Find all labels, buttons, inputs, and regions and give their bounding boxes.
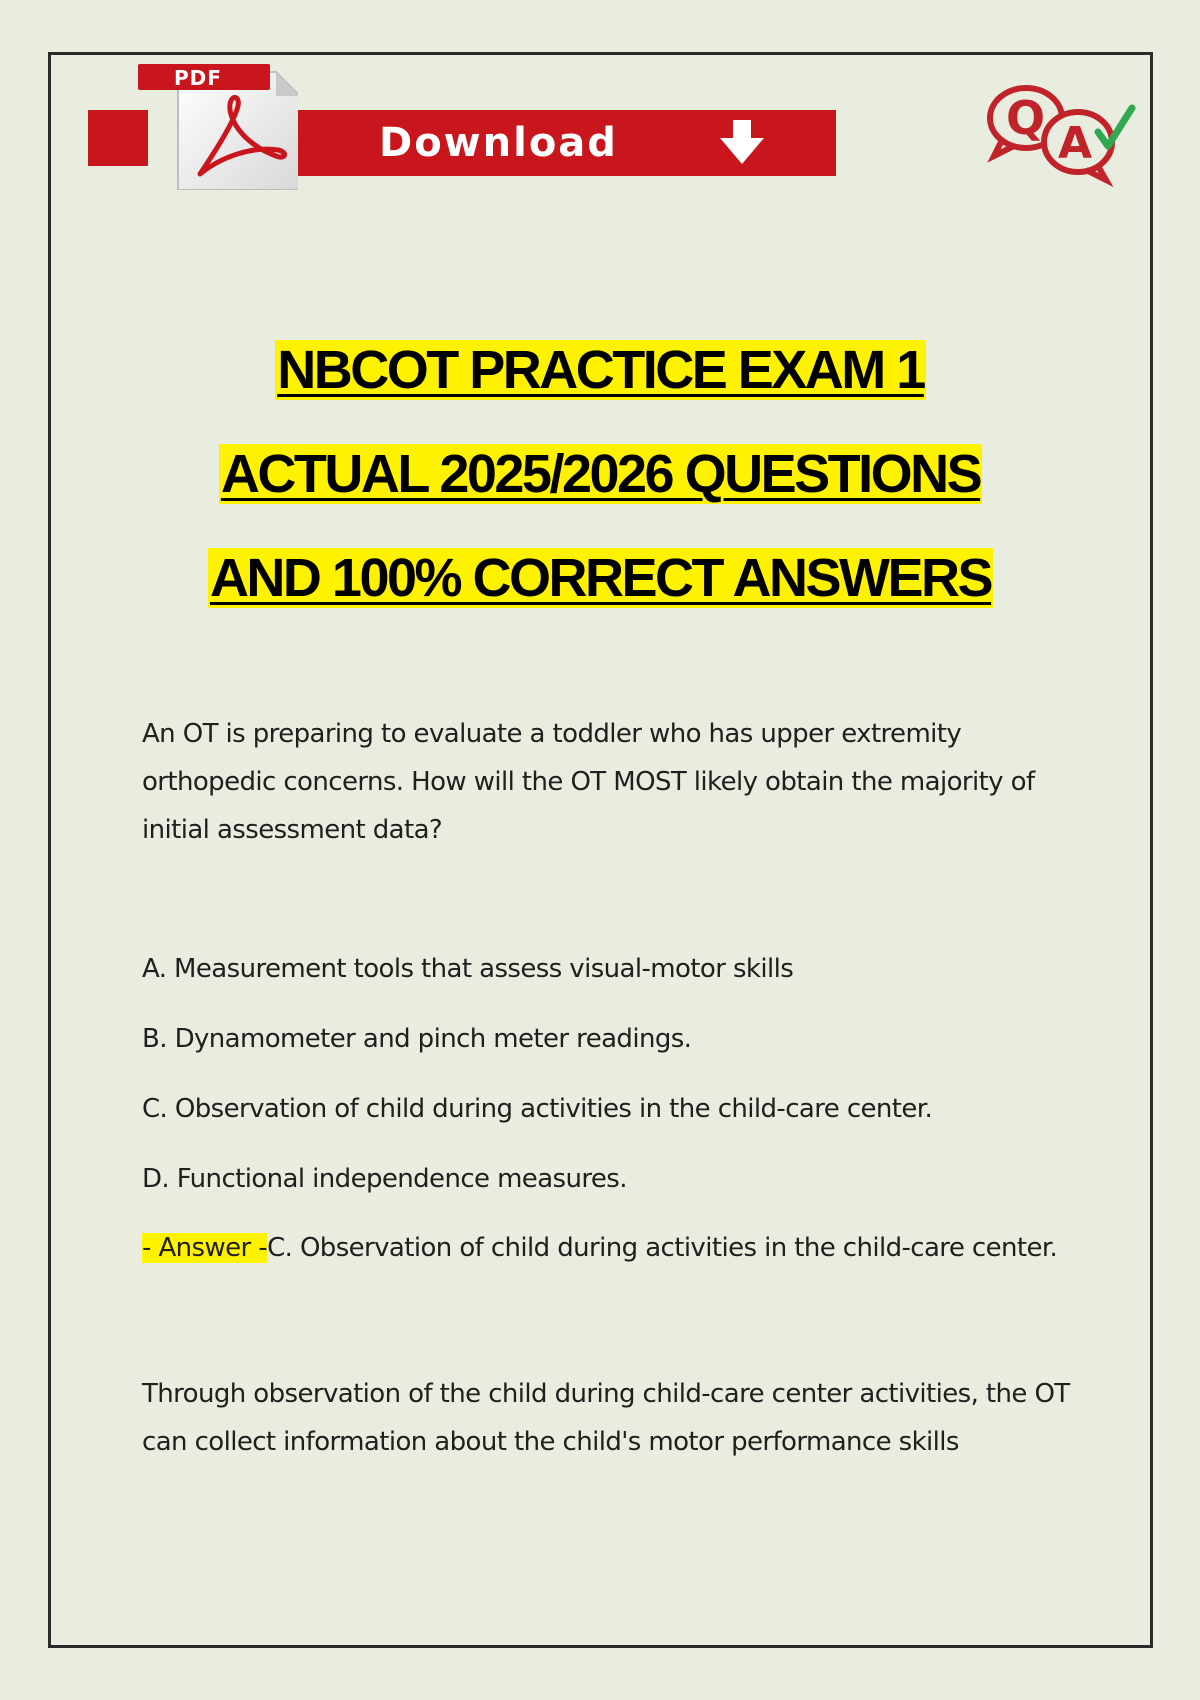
- download-arrow-icon: [714, 118, 770, 168]
- answer-line: [142, 1224, 1082, 1272]
- option-b: B. Dynamometer and pinch meter readings.: [142, 1024, 692, 1054]
- pdf-download-banner[interactable]: [88, 64, 836, 192]
- option-d: D. Functional independence measures.: [142, 1164, 627, 1194]
- qa-logo-icon: [980, 80, 1140, 190]
- title-line-1: NBCOT PRACTICE EXAM 1: [277, 340, 924, 400]
- pdf-label: PDF: [174, 66, 222, 90]
- option-a: A. Measurement tools that assess visual-motor skills: [142, 954, 794, 984]
- download-button[interactable]: [294, 110, 836, 176]
- pdf-file-icon: [138, 64, 298, 190]
- document-title: [48, 318, 1153, 630]
- question-block: [142, 710, 1082, 1492]
- q-letter: Q: [1006, 91, 1046, 145]
- answer-text: C. Observation of child during activities in the child-care center.: [267, 1233, 1058, 1263]
- answer-options: [142, 934, 1082, 1214]
- a-letter: A: [1058, 118, 1093, 169]
- download-label: Download: [379, 120, 618, 166]
- title-line-3: AND 100% CORRECT ANSWERS: [209, 548, 992, 608]
- question-text: An OT is preparing to evaluate a toddler who has upper extremity orthopedic concerns. How will the OT MOST likely obtain the majority of initial assessment data?: [142, 719, 1035, 845]
- answer-tag: - Answer -: [142, 1233, 268, 1263]
- explanation-text: Through observation of the child during child-care center activities, the OT can collect information about the child's motor performance skills: [142, 1379, 1070, 1457]
- title-line-2: ACTUAL 2025/2026 QUESTIONS: [220, 444, 981, 504]
- option-c: C. Observation of child during activities in the child-care center.: [142, 1094, 933, 1124]
